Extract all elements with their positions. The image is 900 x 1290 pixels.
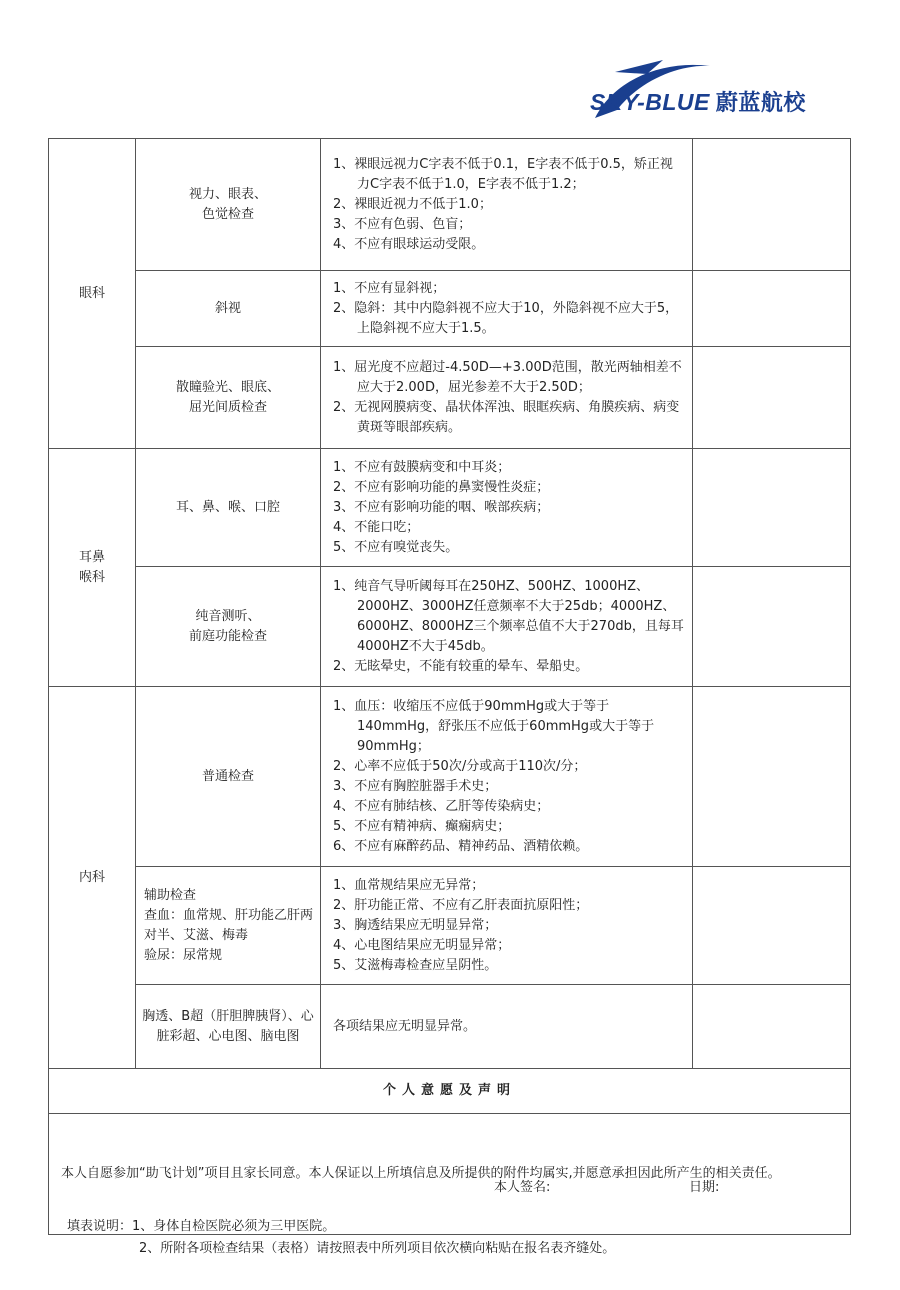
criteria-line: 1、屈光度不应超过-4.50D—+3.00D范围，散光两轴相差不应大于2.00D，屈光参差不大于2.50D； bbox=[333, 359, 682, 395]
check-item-cell: 辅助检查 查血：血常规、肝功能乙肝两对半、艾滋、梅毒 验尿：尿常规 bbox=[136, 867, 321, 985]
criteria-line: 1、血压：收缩压不应低于90mmHg或大于等于140mmHg，舒张压不应低于60mmHg或大于等于90mmHg； bbox=[333, 698, 655, 754]
check-item-cell: 普通检查 bbox=[136, 687, 321, 867]
check-item-cell: 胸透、B超（肝胆脾胰肾）、心脏彩超、心电图、脑电图 bbox=[136, 985, 321, 1069]
sky-blue-logo bbox=[585, 58, 855, 124]
note-line-2: 2、所附各项检查结果（表格）请按照表中所列项目依次横向粘贴在报名表齐缝处。 bbox=[139, 1241, 616, 1256]
criteria-line: 1、裸眼远视力C字表不低于0.1，E字表不低于0.5，矫正视力C字表不低于1.0，E字表不低于1.2； bbox=[333, 156, 673, 192]
table-row bbox=[49, 271, 851, 347]
criteria-line: 3、不应有色弱、色盲； bbox=[333, 216, 472, 232]
result-cell[interactable] bbox=[693, 449, 851, 567]
criteria-line: 4、心电图结果应无明显异常； bbox=[333, 937, 511, 953]
criteria-line: 3、不应有胸腔脏器手术史； bbox=[333, 778, 498, 794]
criteria-cell bbox=[321, 347, 693, 449]
signature-label: 本人签名: bbox=[494, 1180, 551, 1195]
table-row bbox=[49, 139, 851, 271]
logo-text: SKY-BLUE bbox=[590, 89, 710, 115]
table-row bbox=[49, 347, 851, 449]
result-cell[interactable] bbox=[693, 867, 851, 985]
criteria-line: 2、无视网膜病变、晶状体浑浊、眼眶疾病、角膜疾病、病变黄斑等眼部疾病。 bbox=[333, 399, 680, 435]
criteria-cell bbox=[321, 687, 693, 867]
criteria-line: 5、不应有精神病、癫痫病史； bbox=[333, 818, 511, 834]
criteria-line: 6、不应有麻醉药品、精神药品、酒精依赖。 bbox=[333, 838, 589, 854]
table-row bbox=[49, 687, 851, 867]
department-cell: 内科 bbox=[49, 687, 136, 1069]
check-item-cell: 纯音测听、 前庭功能检查 bbox=[136, 567, 321, 687]
criteria-line: 1、不应有鼓膜病变和中耳炎； bbox=[333, 459, 511, 475]
form-notes bbox=[67, 1216, 615, 1260]
criteria-line: 1、纯音气导听阈每耳在250HZ、500HZ、1000HZ、2000HZ、3000HZ任意频率不大于25db；4000HZ、6000HZ、8000HZ三个频率总值不大于270db，且每耳4000HZ不大于45db。 bbox=[333, 578, 684, 654]
result-cell[interactable] bbox=[693, 985, 851, 1069]
logo-text-cn: 蔚蓝航校 bbox=[715, 91, 806, 116]
criteria-cell bbox=[321, 567, 693, 687]
criteria-line: 5、不应有嗅觉丧失。 bbox=[333, 539, 459, 555]
criteria-line: 5、艾滋梅毒检查应呈阴性。 bbox=[333, 957, 498, 973]
check-item-cell: 散瞳验光、眼底、 屈光间质检查 bbox=[136, 347, 321, 449]
result-cell[interactable] bbox=[693, 687, 851, 867]
check-item-cell: 耳、鼻、喉、口腔 bbox=[136, 449, 321, 567]
note-line-1: 填表说明：1、身体自检医院必须为三甲医院。 bbox=[67, 1219, 336, 1234]
table-row bbox=[49, 867, 851, 985]
result-cell[interactable] bbox=[693, 567, 851, 687]
criteria-line: 2、隐斜：其中内隐斜视不应大于10，外隐斜视不应大于5，上隐斜视不应大于1.5。 bbox=[333, 300, 679, 336]
table-row bbox=[49, 985, 851, 1069]
criteria-line: 1、血常规结果应无异常； bbox=[333, 877, 485, 893]
criteria-line: 4、不应有肺结核、乙肝等传染病史； bbox=[333, 798, 550, 814]
result-cell[interactable] bbox=[693, 271, 851, 347]
criteria-line: 各项结果应无明显异常。 bbox=[333, 1018, 477, 1034]
declaration-text: 本人自愿参加“助飞计划”项目且家长同意。本人保证以上所填信息及所提供的附件均属实,并愿意承担因此所产生的相关责任。 bbox=[61, 1166, 781, 1181]
criteria-line: 2、肝功能正常、不应有乙肝表面抗原阳性； bbox=[333, 897, 589, 913]
department-cell: 眼科 bbox=[49, 139, 136, 449]
result-cell[interactable] bbox=[693, 139, 851, 271]
result-cell[interactable] bbox=[693, 347, 851, 449]
check-item-cell: 斜视 bbox=[136, 271, 321, 347]
criteria-cell bbox=[321, 449, 693, 567]
criteria-line: 2、心率不应低于50次/分或高于110次/分； bbox=[333, 758, 587, 774]
declaration-title: 个人意愿及声明 bbox=[49, 1069, 851, 1114]
criteria-cell bbox=[321, 139, 693, 271]
criteria-line: 3、胸透结果应无明显异常； bbox=[333, 917, 498, 933]
table-row bbox=[49, 567, 851, 687]
criteria-line: 4、不能口吃； bbox=[333, 519, 420, 535]
table-row bbox=[49, 449, 851, 567]
criteria-cell bbox=[321, 271, 693, 347]
criteria-line: 2、裸眼近视力不低于1.0； bbox=[333, 196, 492, 212]
criteria-cell bbox=[321, 867, 693, 985]
criteria-line: 2、无眩晕史，不能有较重的晕车、晕船史。 bbox=[333, 658, 589, 674]
check-item-cell: 视力、眼表、 色觉检查 bbox=[136, 139, 321, 271]
criteria-line: 2、不应有影响功能的鼻窦慢性炎症； bbox=[333, 479, 550, 495]
date-label: 日期: bbox=[689, 1180, 720, 1195]
criteria-line: 1、不应有显斜视； bbox=[333, 280, 446, 296]
department-cell: 耳鼻 喉科 bbox=[49, 449, 136, 687]
criteria-line: 3、不应有影响功能的咽、喉部疾病； bbox=[333, 499, 550, 515]
criteria-line: 4、不应有眼球运动受限。 bbox=[333, 236, 485, 252]
criteria-cell bbox=[321, 985, 693, 1069]
medical-check-table bbox=[48, 138, 851, 1235]
